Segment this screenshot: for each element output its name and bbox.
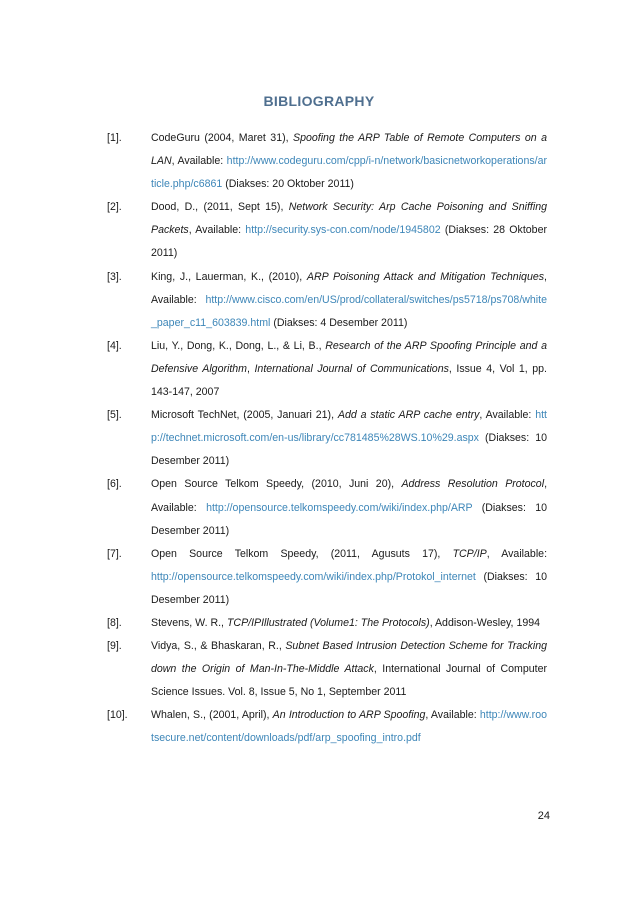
- reference-title: Address Resolution Protocol: [401, 478, 545, 491]
- reference-authors: Liu, Y., Dong, K., Dong, L., & Li, B.,: [151, 339, 326, 352]
- reference-item: [107, 473, 547, 542]
- reference-item: [107, 635, 547, 704]
- reference-available: , Available:: [171, 155, 227, 168]
- reference-item: [107, 404, 547, 473]
- reference-accessed: (Diakses: 10 Desember 2011): [151, 501, 547, 537]
- reference-item: [107, 704, 547, 750]
- reference-item: [107, 196, 547, 265]
- reference-text: [151, 266, 547, 335]
- reference-item: [107, 127, 547, 196]
- reference-journal: International Journal of Communications: [254, 362, 449, 375]
- reference-number: [7].: [107, 547, 122, 560]
- reference-text: [151, 473, 547, 542]
- reference-link[interactable]: http://opensource.telkomspeedy.com/wiki/index.php/ARP: [206, 501, 473, 514]
- reference-number: [8].: [107, 616, 122, 629]
- reference-available: , Available:: [151, 478, 548, 514]
- reference-text: [151, 635, 547, 704]
- reference-title: Spoofing the ARP Table of Remote Computers on a LAN: [151, 132, 548, 168]
- page-title: BIBLIOGRAPHY: [263, 93, 375, 109]
- reference-link[interactable]: http://technet.microsoft.com/en-us/library/cc781485%28WS.10%29.aspx: [151, 409, 547, 445]
- reference-accessed: (Diakses: 4 Desember 2011): [270, 316, 408, 329]
- reference-details: , Issue 4, Vol 1, pp. 143-147, 2007: [151, 362, 547, 399]
- reference-accessed: (Diakses: 10 Desember 2011): [151, 570, 547, 606]
- reference-accessed: (Diakses: 28 Oktober 2011): [151, 224, 547, 260]
- reference-authors: CodeGuru (2004, Maret 31),: [151, 132, 294, 144]
- reference-title: An Introduction to ARP Spoofing: [272, 709, 426, 722]
- reference-item: [107, 543, 547, 612]
- reference-title: Network Security: Arp Cache Poisoning and Sniffing Packets: [151, 201, 547, 237]
- reference-authors: Dood, D., (2011, Sept 15),: [151, 201, 289, 214]
- reference-details: , International Journal of Computer Science Issues. Vol. 8, Issue 5, No 1, September 2011: [151, 663, 547, 699]
- reference-link[interactable]: http://www.cisco.com/en/US/prod/collateral/switches/ps5718/ps708/white_paper_c11_603839.html: [151, 293, 547, 329]
- reference-text: [151, 704, 547, 750]
- reference-item: [107, 335, 547, 404]
- reference-authors: Open Source Telkom Speedy, (2011, Agusuts 17),: [151, 547, 453, 560]
- reference-available: , Available:: [479, 409, 536, 422]
- page-number: 24: [537, 810, 550, 822]
- reference-title: Subnet Based Intrusion Detection Scheme for Tracking down the Origin of Man-In-The-Middle Attack: [151, 640, 547, 676]
- reference-authors: Stevens, W. R.,: [151, 616, 227, 629]
- reference-text: [151, 404, 547, 473]
- reference-number: [4].: [107, 339, 122, 352]
- reference-separator: ,: [247, 362, 255, 375]
- reference-link[interactable]: http://security.sys-con.com/node/1945802: [245, 224, 441, 237]
- reference-number: [1].: [107, 132, 122, 144]
- reference-number: [10].: [107, 709, 128, 722]
- reference-authors: King, J., Lauerman, K., (2010),: [151, 270, 307, 283]
- reference-text: [151, 612, 547, 635]
- reference-text: [151, 127, 547, 196]
- reference-authors: Vidya, S., & Bhaskaran, R.,: [151, 640, 286, 653]
- reference-text: [151, 543, 547, 612]
- reference-title: Add a static ARP cache entry: [337, 409, 480, 422]
- reference-number: [6].: [107, 478, 122, 491]
- reference-link[interactable]: http://opensource.telkomspeedy.com/wiki/index.php/Protokol_internet: [151, 570, 476, 583]
- reference-text: [151, 196, 547, 265]
- reference-title: TCP/IPIllustrated (Volume1: The Protocols): [226, 616, 430, 629]
- reference-number: [2].: [107, 201, 122, 214]
- reference-text: [151, 335, 547, 404]
- reference-number: [3].: [107, 270, 122, 283]
- reference-available: , Available:: [486, 547, 548, 560]
- reference-title: TCP/IP: [452, 547, 487, 560]
- reference-authors: Open Source Telkom Speedy, (2010, Juni 20),: [151, 478, 402, 491]
- reference-authors: Whalen, S., (2001, April),: [151, 709, 273, 722]
- reference-publisher: , Addison-Wesley, 1994: [429, 616, 541, 629]
- reference-title: Research of the ARP Spoofing Principle and a Defensive Algorithm: [151, 339, 547, 375]
- reference-available: , Available:: [151, 270, 547, 306]
- reference-item: [107, 612, 547, 635]
- reference-number: [9].: [107, 640, 122, 653]
- reference-accessed: (Diakses: 20 Oktober 2011): [222, 178, 354, 191]
- reference-link[interactable]: http://www.codeguru.com/cpp/i-n/network/basicnetworkoperations/article.php/c6861: [151, 155, 547, 191]
- reference-number: [5].: [107, 409, 122, 422]
- reference-authors: Microsoft TechNet, (2005, Januari 21),: [151, 409, 338, 422]
- reference-link[interactable]: http://www.rootsecure.net/content/downloads/pdf/arp_spoofing_intro.pdf: [151, 709, 547, 745]
- reference-title: ARP Poisoning Attack and Mitigation Techniques: [306, 270, 545, 283]
- reference-accessed: (Diakses: 10 Desember 2011): [151, 432, 547, 468]
- reference-available: , Available:: [425, 709, 480, 722]
- reference-available: , Available:: [188, 224, 246, 237]
- reference-list: [107, 127, 547, 751]
- reference-item: [107, 266, 547, 335]
